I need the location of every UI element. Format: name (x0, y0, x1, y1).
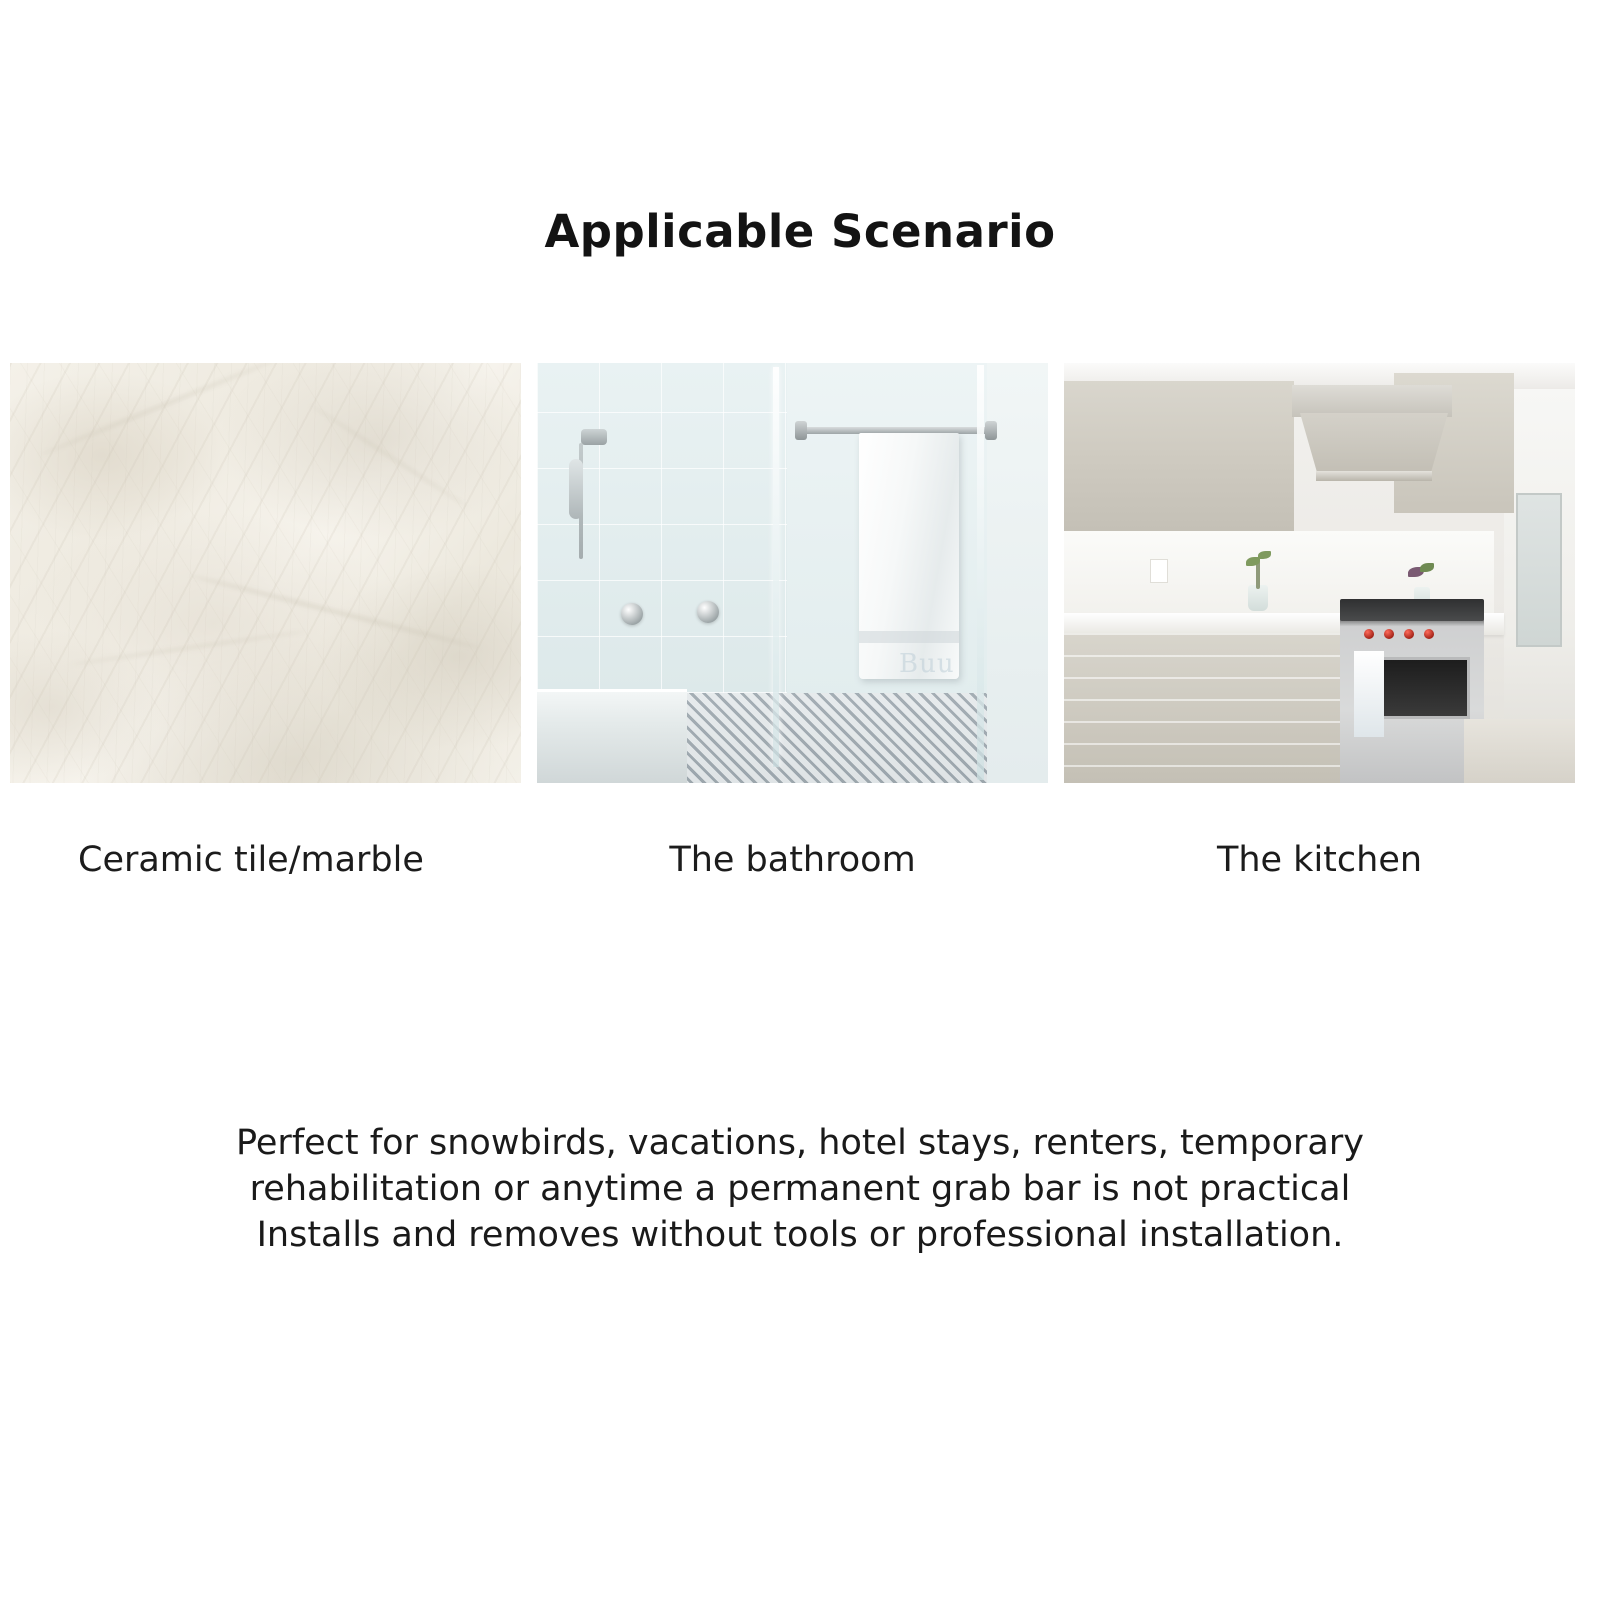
kitchen-towel (1354, 651, 1384, 737)
cooktop (1340, 599, 1484, 621)
tiled-wall (537, 363, 787, 693)
scenario-image-bathroom (537, 363, 1048, 783)
scenario-image-ceramic-tile (10, 363, 521, 783)
range-hood-top (1292, 385, 1452, 417)
shower-ledge (537, 689, 687, 783)
kitchen-floor (1464, 719, 1575, 783)
scenario-gallery (10, 363, 1590, 783)
towel-rail-end (985, 421, 997, 440)
range-knob (1384, 629, 1394, 639)
kitchen-scene (1064, 363, 1575, 783)
scenario-image-kitchen (1064, 363, 1575, 783)
caption-kitchen: The kitchen (1216, 840, 1423, 880)
mosaic-floor (677, 693, 987, 783)
shower-head-icon (581, 429, 607, 445)
wall-outlet (1150, 559, 1168, 583)
scenario-captions (10, 840, 1590, 900)
page-title: Applicable Scenario (544, 205, 1056, 258)
image-watermark: Buu (899, 649, 955, 679)
range-hood-lip (1316, 471, 1432, 481)
product-description: Perfect for snowbirds, vacations, hotel stays, renters, temporary rehabilitation or anytime a permanent grab bar is not practical Installs and removes without tools or professional installation. (236, 1123, 1364, 1256)
caption-ceramic-tile: Ceramic tile/marble (78, 840, 424, 880)
marble-texture (10, 363, 521, 783)
range-knob (1424, 629, 1434, 639)
bathroom-scene (537, 363, 1048, 783)
hand-shower (569, 459, 583, 519)
far-doorway (1516, 493, 1562, 647)
range-knob (1364, 629, 1374, 639)
white-towel (859, 433, 959, 679)
glass-panel (773, 367, 779, 767)
caption-bathroom: The bathroom (669, 840, 916, 880)
glass-panel (977, 365, 984, 780)
range-knob (1404, 629, 1414, 639)
upper-cabinets (1064, 381, 1294, 534)
range-hood (1300, 413, 1448, 475)
towel-rail-end (795, 421, 807, 440)
shower-valve-knob (621, 603, 643, 625)
shower-valve-knob (697, 601, 719, 623)
